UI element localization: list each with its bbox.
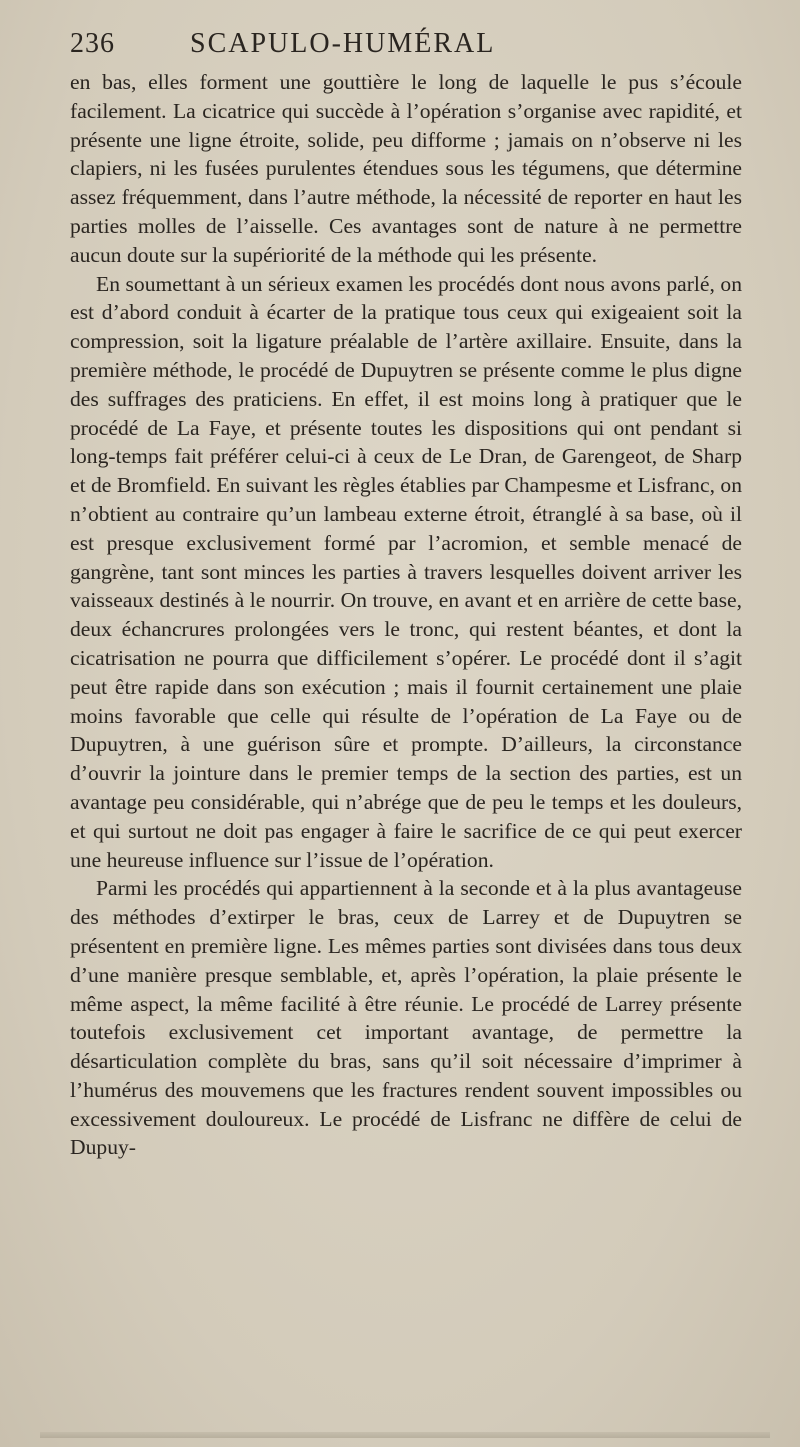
paragraph: en bas, elles forment une gouttière le long de laquelle le pus s’écoule facilement. La cicatrice qui succède à l’opération s’organise avec rapidité, et présente une ligne étroite, solide, peu difforme ; jamais on n’observe ni les clapiers, ni les fusées purulentes étendues sous les tégumens, que détermine assez fréquemment, dans l’autre méthode, la nécessité de reporter en haut les parties molles de l’aisselle. Ces avantages sont de nature à ne permettre aucun doute sur la supériorité de la méthode qui les présente. — [70, 70, 742, 267]
paragraph: Parmi les procédés qui appartiennent à la seconde et à la plus avantageuse des méthodes d’extirper le bras, ceux de Larrey et de Dupuytren se présentent en première ligne. Les mêmes parties sont divisées dans tous deux d’une manière presque semblable, et, après l’opération, la plaie présente le même aspect, la même facilité à être réunie. Le procédé de Larrey présente toutefois exclusivement cet important avantage, de permettre la désarticulation complète du bras, sans qu’il soit nécessaire d’imprimer à l’humérus des mouvemens que les fractures rendent souvent impossibles ou excessivement douloureux. Le procédé de Lisfranc ne diffère de celui de Dupuy- — [70, 876, 742, 1160]
page-number: 236 — [70, 28, 115, 59]
page-bottom-edge — [40, 1432, 770, 1438]
body-text — [70, 68, 742, 1162]
running-title: SCAPULO-HUMÉRAL — [190, 28, 496, 59]
page-header — [70, 28, 590, 68]
paragraph: En soumettant à un sérieux examen les procédés dont nous avons parlé, on est d’abord conduit à écarter de la pratique tous ceux qui exigeaient soit la compression, soit la ligature préalable de l’artère axillaire. Ensuite, dans la première méthode, le procédé de Dupuytren se présente comme le plus digne des suffrages des praticiens. En effet, il est moins long à pratiquer que le procédé de La Faye, et présente toutes les dispositions qui ont pendant si long-temps fait préférer celui-ci à ceux de Le Dran, de Garengeot, de Sharp et de Bromfield. En suivant les règles établies par Champesme et Lisfranc, on n’obtient au contraire qu’un lambeau externe étroit, étranglé à sa base, où il est presque exclusivement formé par l’acromion, et semble menacé de gangrène, tant sont minces les parties à travers lesquelles doivent arriver les vaisseaux destinés à le nourrir. On trouve, en avant et en arrière de cette base, deux échancrures prolongées vers le tronc, qui restent béantes, et dont la cicatrisation ne pourra que difficilement s’opérer. Le procédé dont il s’agit peut être rapide dans son exécution ; mais il fournit certainement une plaie moins favorable que celle qui résulte de l’opération de La Faye ou de Dupuytren, à une guérison sûre et prompte. D’ailleurs, la circonstance d’ouvrir la jointure dans le premier temps de la section des parties, est un avantage peu considérable, qui n’abrége que de peu le temps et les douleurs, et qui surtout ne doit pas engager à faire le sacrifice de ce qui peut exercer une heureuse influence sur l’issue de l’opération. — [70, 271, 742, 872]
